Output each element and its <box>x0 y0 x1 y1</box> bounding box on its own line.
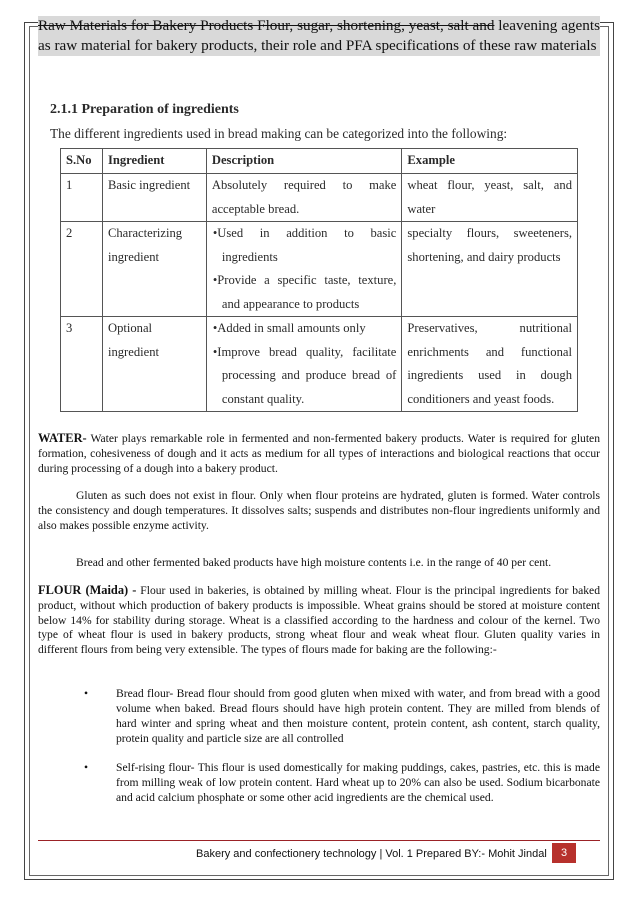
bullet-glyph: • <box>84 761 89 774</box>
cell-example: Preservatives, nutritional enrichments and functional ingredients used in dough conditioners and yeast foods. <box>402 317 578 412</box>
list-item <box>82 686 600 746</box>
gluten-paragraph: Gluten as such does not exist in flour. Only when flour proteins are hydrated, gluten is formed. Water controls the consistency and dough temperatures. It dissolves salts; suspends and distributes non-flour ingredients uniformly and also makes possible enzyme activity. <box>38 489 600 532</box>
flour-types-list <box>82 686 600 819</box>
cell-description <box>206 317 402 412</box>
ingredients-figure <box>38 98 604 420</box>
water-label: WATER- <box>38 431 87 445</box>
desc-bullet-item <box>212 222 397 269</box>
bullet-glyph: • <box>84 687 89 700</box>
list-item-text: Bread flour- Bread flour should from good gluten when mixed with water, and from bread with a good volume when baked. Bread flours should have high protein content. They are milled from blends of hard winter and spring wheat and then moisture content, protein content, ash content, starch quality, protein quality and particle size are all controlled <box>116 687 600 745</box>
water-paragraph <box>38 431 600 476</box>
desc-bullet-item <box>212 317 397 341</box>
flour-label: FLOUR (Maida) - <box>38 583 137 597</box>
cell-example: wheat flour, yeast, salt, and water <box>402 174 578 222</box>
water-text: Water plays remarkable role in fermented and non-fermented bakery products. Water is required for gluten formation, cohesiveness of dough and it acts as medium for all types of interactions and biological reactions that occur during processing of a dough into a bakery product. <box>38 432 600 475</box>
bullet-text: Used in addition to basic ingredients <box>217 226 397 264</box>
bullet-glyph: • <box>212 321 218 335</box>
heading-struck-text: Raw Materials for Bakery Products Flour, sugar, shortening, yeast, salt and <box>38 17 495 34</box>
page-heading <box>38 16 600 56</box>
header-ingredient: Ingredient <box>102 149 206 174</box>
bullet-text: Improve bread quality, facilitate processing and produce bread of constant quality. <box>217 344 397 406</box>
section-title: 2.1.1 Preparation of ingredients <box>50 102 239 117</box>
cell-sno: 2 <box>61 222 103 317</box>
desc-bullet-item <box>212 341 397 412</box>
cell-ingredient: Basic ingredient <box>102 174 206 222</box>
section-intro: The different ingredients used in bread making can be categorized into the following: <box>50 126 508 141</box>
table-header-row <box>61 149 578 174</box>
list-item <box>82 760 600 805</box>
bullet-text: Provide a specific taste, texture, and appearance to products <box>217 273 397 311</box>
desc-bullet-item <box>212 269 397 316</box>
header-example: Example <box>402 149 578 174</box>
cell-sno: 3 <box>61 317 103 412</box>
heading-rest-text: leavening agents as raw material for bakery products, their role and PFA specifications of these raw materials <box>38 17 600 54</box>
cell-description <box>206 222 402 317</box>
page-number-badge: 3 <box>552 843 576 863</box>
bullet-glyph: • <box>212 344 218 359</box>
bullet-glyph: • <box>212 226 218 240</box>
footer-divider <box>38 840 600 841</box>
cell-ingredient: Optional ingredient <box>102 317 206 412</box>
table-row <box>61 174 578 222</box>
bullet-glyph: • <box>212 273 218 287</box>
cell-ingredient: Characterizing ingredient <box>102 222 206 317</box>
header-description: Description <box>206 149 402 174</box>
ingredients-table <box>60 148 578 412</box>
list-item-text: Self-rising flour- This flour is used domestically for making puddings, cakes, pastries, etc. this is made from milling weak of low protein content. Hard wheat up to 20% can also be used. Sodium bicarbonate and acid calcium phosphate or some other acid ingredients are the chemical used. <box>116 761 600 804</box>
flour-paragraph <box>38 583 600 658</box>
cell-sno: 1 <box>61 174 103 222</box>
header-sno: S.No <box>61 149 103 174</box>
bullet-text: Added in small amounts only <box>217 321 366 335</box>
table-row <box>61 317 578 412</box>
moisture-paragraph: Bread and other fermented baked products have high moisture contents i.e. in the range of 40 per cent. <box>76 556 552 569</box>
flour-text: Flour used in bakeries, is obtained by milling wheat. Flour is the principal ingredients for baked product, without which production of bakery products is impossible. Wheat grains should be stored at moisture content below 14% for stability during storage. Wheat is a classified according to the hardness and colour of the kernel. Two type of wheat flour is used in bakery products, strong wheat flour and weak wheat flour. Gluten quality varies in different flours from being very extensible. The types of flours made for baking are the following:- <box>38 584 600 657</box>
cell-example: specialty flours, sweeteners, shortening, and dairy products <box>402 222 578 317</box>
table-row <box>61 222 578 317</box>
cell-description: Absolutely required to make acceptable bread. <box>206 174 402 222</box>
footer-text: Bakery and confectionery technology | Vol. 1 Prepared BY:- Mohit Jindal <box>196 848 547 860</box>
